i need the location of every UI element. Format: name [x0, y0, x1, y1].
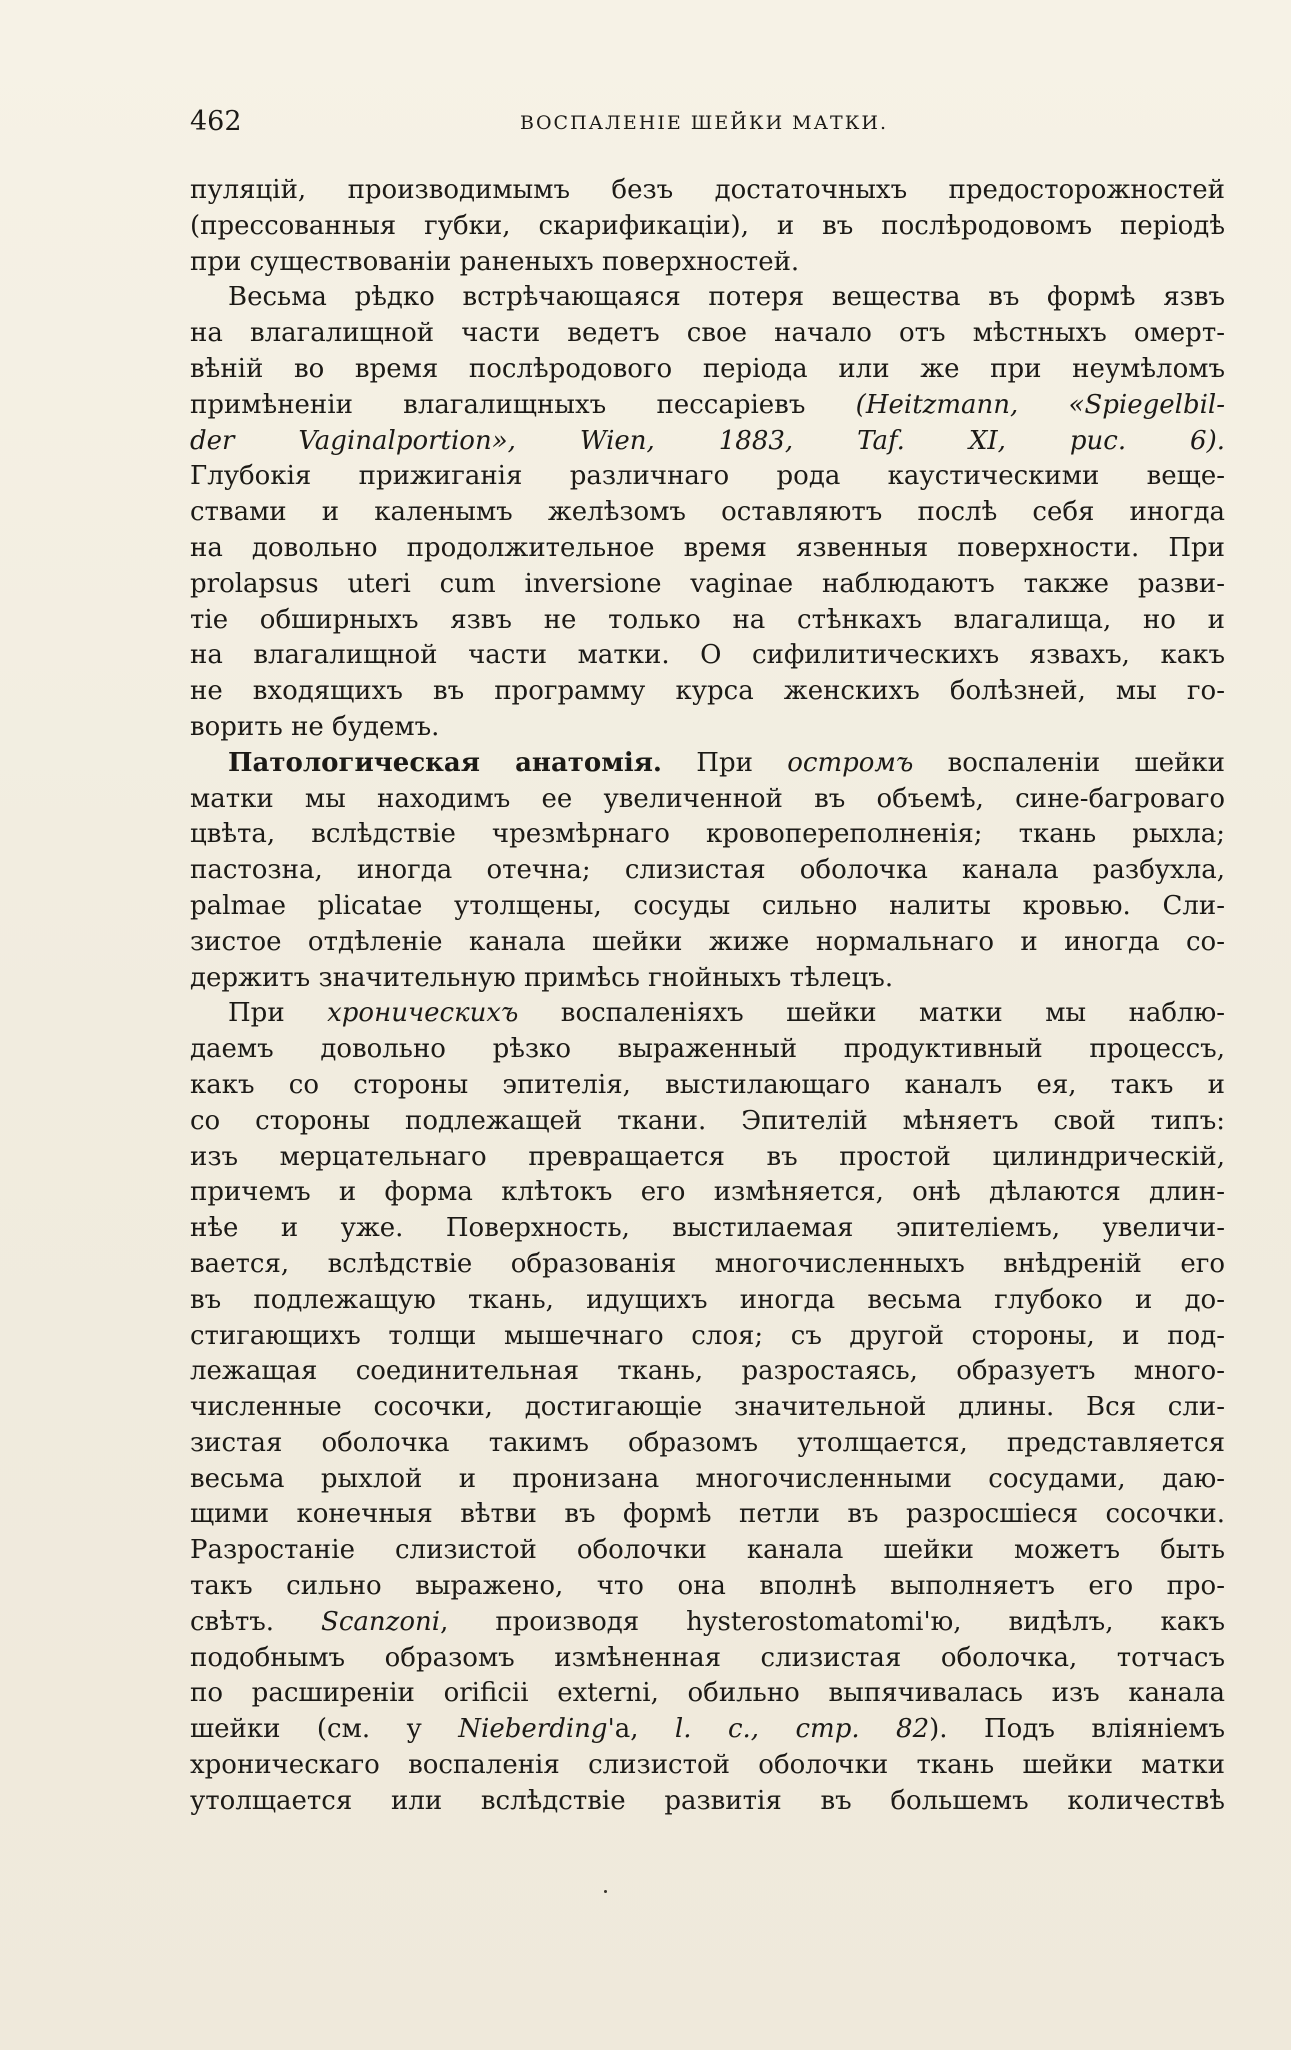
text-line	[190, 1068, 1225, 1104]
text-line	[190, 603, 1225, 639]
text-segment: щими конечныя вѣтви въ формѣ петли въ разросшіеся сосочки.	[190, 1499, 1225, 1530]
text-line	[190, 531, 1225, 567]
text-segment: l. c., стр. 82	[674, 1714, 930, 1745]
text-line	[190, 1497, 1225, 1533]
text-segment: ). Подъ вліяніемъ	[929, 1714, 1225, 1745]
text-line	[190, 1175, 1225, 1211]
text-segment: (Heitzmann, «Spiegelbil-	[855, 389, 1225, 420]
body-text	[190, 173, 1225, 1820]
text-segment: на влагалищной части матки. О сифилитическихъ язвахъ, какъ	[190, 640, 1225, 671]
text-segment: При	[661, 747, 788, 778]
text-segment: свѣтъ.	[190, 1606, 322, 1637]
text-line	[190, 388, 1225, 424]
text-segment: весьма рыхлой и пронизана многочисленными сосудами, даю-	[190, 1463, 1225, 1494]
text-line	[190, 495, 1225, 531]
text-line	[190, 1140, 1225, 1176]
text-segment: изъ мерцательнаго превращается въ простой цилиндрическій,	[190, 1141, 1225, 1172]
text-segment: prolapsus uteri cum inversione vaginae наблюдаютъ также разви-	[190, 568, 1225, 599]
text-segment: при существованіи раненыхъ поверхностей.	[190, 246, 800, 277]
text-segment: ствами и каленымъ желѣзомъ оставляютъ послѣ себя иногда	[190, 497, 1225, 528]
text-line	[190, 316, 1225, 352]
text-segment: примѣненіи влагалищныхъ пессаріевъ	[190, 389, 856, 420]
text-segment: утолщается или вслѣдствіе развитія въ большемъ количествѣ	[190, 1785, 1225, 1816]
text-segment: ворить не будемъ.	[190, 711, 440, 742]
text-line	[190, 782, 1225, 818]
text-line	[190, 1748, 1225, 1784]
text-segment: зистая оболочка такимъ образомъ утолщается, представляется	[190, 1427, 1225, 1458]
text-line	[190, 925, 1225, 961]
text-segment: цвѣта, вслѣдствіе чрезмѣрнаго кровопереполненія; ткань рыхла;	[190, 819, 1225, 850]
text-segment: въ подлежащую ткань, идущихъ иногда весьма глубоко и до-	[190, 1284, 1225, 1315]
text-line	[190, 1533, 1225, 1569]
text-segment: даемъ довольно рѣзко выраженный продуктивный процессъ,	[190, 1034, 1225, 1065]
text-segment: воспаленіяхъ шейки матки мы наблю-	[518, 998, 1225, 1029]
text-segment: на влагалищной части ведетъ свое начало отъ мѣстныхъ омерт-	[190, 318, 1225, 349]
text-segment: со стороны подлежащей ткани. Эпителій мѣняетъ свой типъ:	[190, 1105, 1225, 1136]
text-segment: пуляцій, производимымъ безъ достаточныхъ предосторожностей	[190, 175, 1225, 205]
text-line	[190, 1712, 1225, 1748]
text-line	[190, 1211, 1225, 1247]
text-line	[190, 424, 1225, 460]
text-line	[190, 1104, 1225, 1140]
text-segment: не входящихъ въ программу курса женскихъ болѣзней, мы го-	[190, 676, 1225, 707]
text-segment: лежащая соединительная ткань, разростаясь, образуетъ много-	[190, 1356, 1225, 1387]
text-segment: матки мы находимъ ее увеличенной въ объемѣ, сине-багроваго	[190, 783, 1225, 814]
text-line	[190, 817, 1225, 853]
text-line	[190, 1390, 1225, 1426]
text-segment: При	[228, 998, 328, 1029]
text-line	[190, 352, 1225, 388]
text-line	[190, 710, 1225, 746]
text-segment: зистое отдѣленіе канала шейки жиже нормальнаго и иногда со-	[190, 926, 1225, 957]
text-segment: вѣній во время послѣродового періода или же при неумѣломъ	[190, 353, 1225, 384]
text-segment: какъ со стороны эпителія, выстилающаго каналъ ея, такъ и	[190, 1069, 1225, 1100]
text-segment: palmae plicatae утолщены, сосуды сильно налиты кровью. Сли-	[190, 890, 1225, 921]
text-segment: держитъ значительную примѣсь гнойныхъ тѣлецъ.	[190, 962, 894, 993]
text-segment: остромъ	[787, 747, 914, 778]
text-segment: 'а,	[607, 1714, 675, 1745]
text-segment: Nieberding	[458, 1714, 608, 1745]
text-segment: Весьма рѣдко встрѣчающаяся потеря вещества въ формѣ язвъ	[228, 282, 1225, 313]
page-header	[190, 106, 1225, 146]
text-segment: хроническаго воспаленія слизистой оболочки ткань шейки матки	[190, 1750, 1225, 1781]
text-segment: нѣе и уже. Поверхность, выстилаемая эпителіемъ, увеличи-	[190, 1213, 1225, 1244]
text-segment: шейки (см. у	[190, 1714, 459, 1745]
text-segment: такъ сильно выражено, что она вполнѣ выполняетъ его про-	[190, 1571, 1225, 1602]
text-line	[190, 1569, 1225, 1605]
text-line	[190, 567, 1225, 603]
text-line	[190, 1462, 1225, 1498]
text-segment: подобнымъ образомъ измѣненная слизистая оболочка, тотчасъ	[190, 1642, 1225, 1673]
text-line	[190, 1247, 1225, 1283]
text-line	[190, 961, 1225, 997]
text-segment: на довольно продолжительное время язвенныя поверхности. При	[190, 532, 1225, 563]
text-segment: численные сосочки, достигающіе значительной длины. Вся сли-	[190, 1392, 1225, 1423]
text-segment: Scanzoni	[321, 1606, 441, 1637]
text-segment: Глубокія прижиганія различнаго рода каустическими веще-	[190, 461, 1225, 492]
page-number: 462	[190, 106, 242, 137]
text-segment: (прессованныя губки, скарификаціи), и въ послѣродовомъ періодѣ	[190, 210, 1225, 241]
text-line	[190, 209, 1225, 245]
text-line	[190, 638, 1225, 674]
text-line	[190, 889, 1225, 925]
text-line	[190, 1426, 1225, 1462]
text-line	[190, 173, 1225, 209]
text-line	[190, 1784, 1225, 1820]
text-line	[190, 996, 1225, 1032]
text-segment: хроническихъ	[327, 998, 519, 1029]
text-line	[190, 280, 1225, 316]
text-line	[190, 674, 1225, 710]
text-line	[190, 1641, 1225, 1677]
text-line	[190, 1676, 1225, 1712]
running-title: ВОСПАЛЕНІЕ ШЕЙКИ МАТКИ.	[520, 112, 889, 134]
text-segment: по расширеніи orificii externi, обильно выпячивалась изъ канала	[190, 1678, 1225, 1709]
text-segment: Патологическая анатомія.	[228, 747, 662, 778]
text-segment: причемъ и форма клѣтокъ его измѣняется, онѣ дѣлаются длин-	[190, 1177, 1225, 1208]
text-segment: , производя hysterostomatomi'ю, видѣлъ, какъ	[440, 1606, 1225, 1637]
text-line	[190, 459, 1225, 495]
text-segment: der Vaginalportion», Wien, 1883, Taf. XI, рис. 6).	[190, 425, 1225, 456]
text-segment: тіе обширныхъ язвъ не только на стѣнкахъ влагалища, но и	[190, 604, 1225, 635]
text-line	[190, 1283, 1225, 1319]
text-line	[190, 746, 1225, 782]
text-line	[190, 1319, 1225, 1355]
text-line	[190, 245, 1225, 281]
text-line	[190, 1605, 1225, 1641]
text-segment: стигающихъ толщи мышечнаго слоя; съ другой стороны, и под-	[190, 1320, 1225, 1351]
text-line	[190, 1354, 1225, 1390]
text-line	[190, 853, 1225, 889]
text-line	[190, 1032, 1225, 1068]
text-segment: пастозна, иногда отечна; слизистая оболочка канала разбухла,	[190, 855, 1225, 886]
text-segment: Разростаніе слизистой оболочки канала шейки можетъ быть	[190, 1535, 1225, 1566]
print-speck	[604, 1890, 607, 1893]
text-segment: воспаленіи шейки	[913, 747, 1225, 778]
text-segment: вается, вслѣдствіе образованія многочисленныхъ внѣдреній его	[190, 1248, 1225, 1279]
